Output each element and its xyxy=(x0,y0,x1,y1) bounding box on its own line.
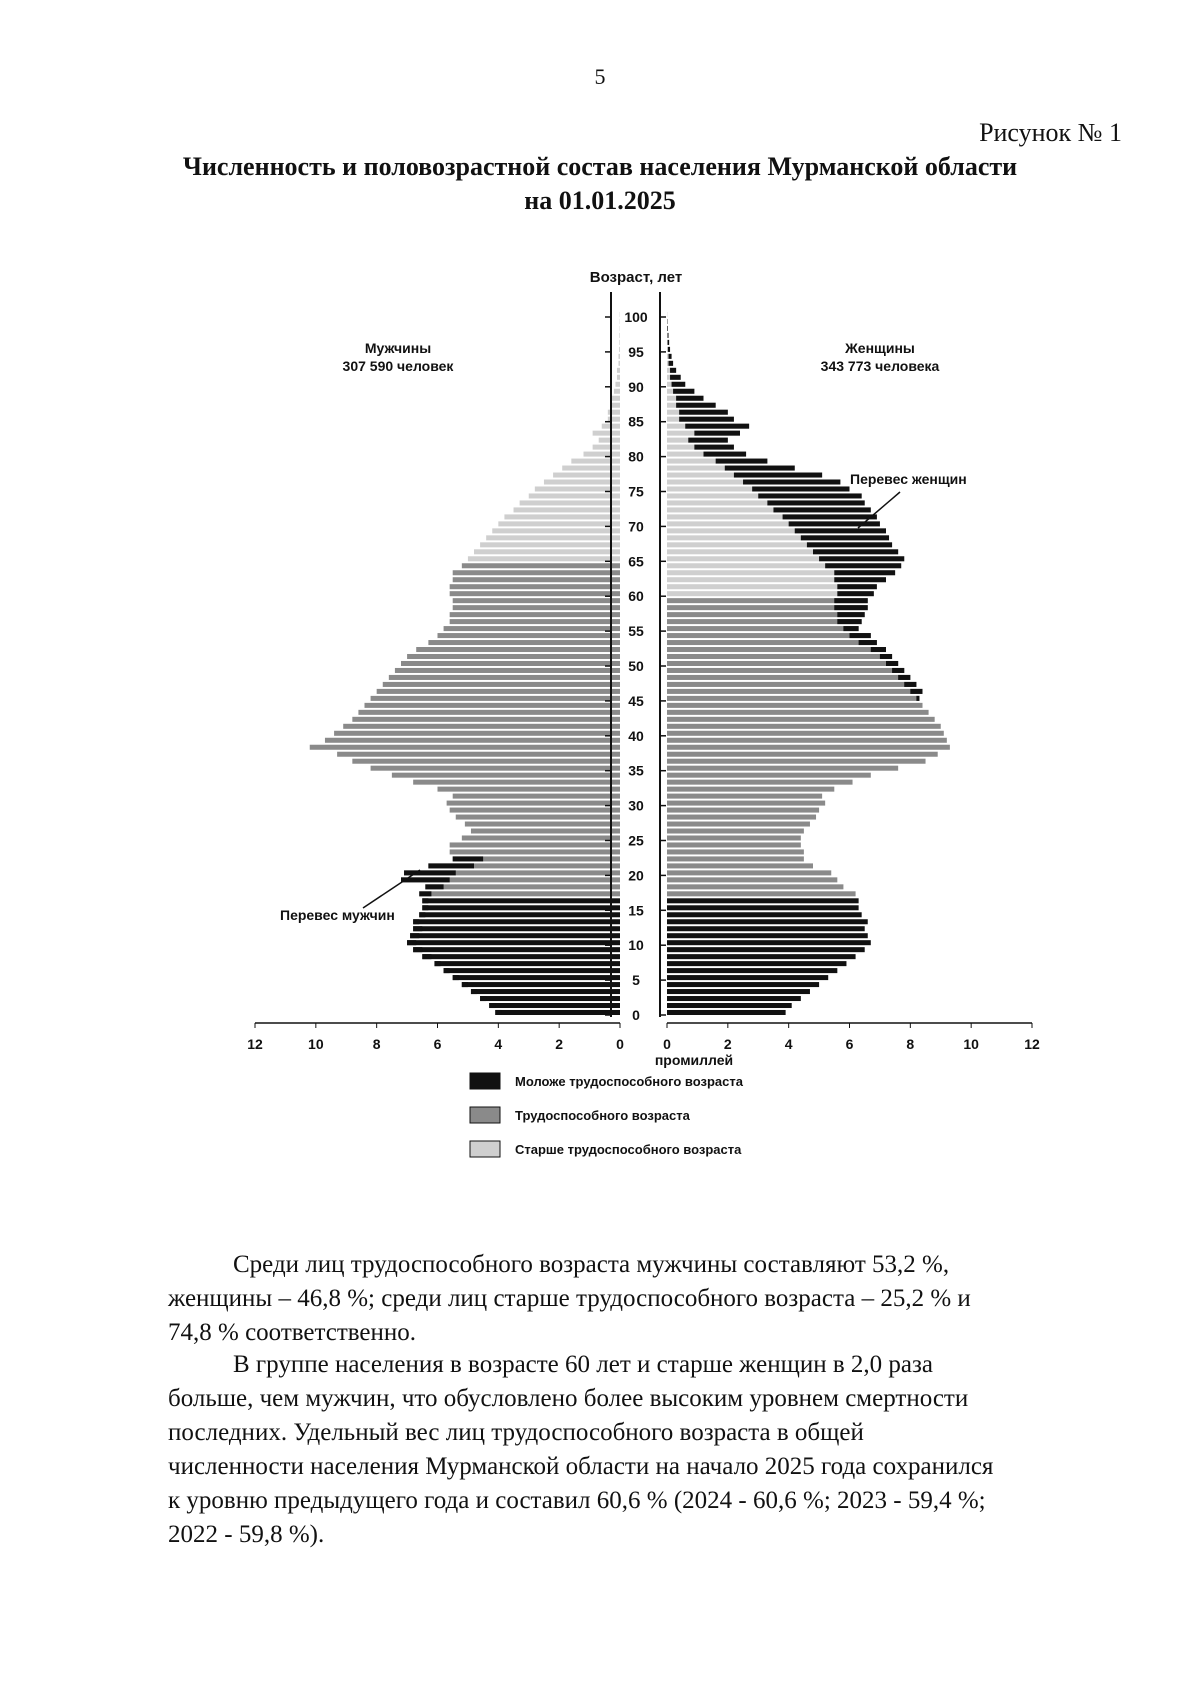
male-bar xyxy=(553,473,620,478)
male-bar xyxy=(425,884,620,889)
age-tick-label: 70 xyxy=(628,518,644,535)
male-bar xyxy=(450,842,620,847)
female-bar xyxy=(667,752,938,757)
male-bar xyxy=(615,382,620,387)
x-tick-label-right: 4 xyxy=(784,1036,793,1052)
figure-title-line: на 01.01.2025 xyxy=(524,186,676,215)
male-bar xyxy=(416,647,620,652)
female-bar xyxy=(667,975,828,980)
age-tick-label: 60 xyxy=(628,588,644,605)
female-excess-bar xyxy=(825,563,901,568)
female-bar xyxy=(667,731,944,736)
chart-legend xyxy=(470,1073,744,1157)
female-excess-bar xyxy=(773,507,870,512)
male-bar xyxy=(343,724,620,729)
male-excess-bar xyxy=(434,961,440,966)
male-bar xyxy=(514,507,620,512)
male-bar xyxy=(422,905,620,910)
male-excess-bar xyxy=(413,947,422,952)
male-excess-bar xyxy=(495,1010,501,1015)
male-bar xyxy=(450,619,620,624)
female-excess-bar xyxy=(904,682,916,687)
male-bar xyxy=(401,661,620,666)
male-bar xyxy=(413,947,620,952)
paragraph-line: женщины – 46,8 %; среди лиц старше трудоспособного возраста – 25,2 % и xyxy=(168,1285,971,1312)
female-bar xyxy=(667,654,892,659)
female-bar xyxy=(667,828,804,833)
male-bar xyxy=(453,794,620,799)
female-bar xyxy=(667,815,816,820)
age-tick-label: 40 xyxy=(628,727,644,744)
female-excess-bar xyxy=(871,647,886,652)
male-count-label: 307 590 человек xyxy=(342,358,454,374)
female-bar xyxy=(667,842,801,847)
male-bar xyxy=(529,493,620,498)
female-excess-bar xyxy=(819,556,904,561)
male-bar xyxy=(438,633,621,638)
female-excess-bar xyxy=(685,424,749,429)
paragraph-line: больше, чем мужчин, что обусловлено более высоким уровнем смертности xyxy=(168,1385,969,1412)
female-bar xyxy=(667,738,947,743)
paragraph-line: численности населения Мурманской области на начало 2025 года сохранился xyxy=(168,1453,994,1480)
male-bar xyxy=(453,598,620,603)
male-bar xyxy=(389,675,620,680)
male-bar xyxy=(468,556,620,561)
male-bar xyxy=(413,926,620,931)
female-bar xyxy=(667,780,853,785)
x-tick-label-right: 2 xyxy=(723,1036,732,1052)
female-bar xyxy=(667,626,859,631)
female-bar xyxy=(667,954,856,959)
female-excess-bar xyxy=(676,403,716,408)
male-excess-bar xyxy=(471,989,477,994)
male-excess-bar xyxy=(428,863,474,868)
age-tick-label: 30 xyxy=(628,797,644,814)
male-bar xyxy=(619,340,620,345)
male-bar xyxy=(498,521,620,526)
male-bar xyxy=(410,933,620,938)
x-tick-label-right: 12 xyxy=(1024,1036,1040,1052)
male-bar xyxy=(450,584,620,589)
male-bar xyxy=(462,563,620,568)
legend-swatch xyxy=(470,1141,500,1157)
male-bar xyxy=(495,1010,620,1015)
female-bar xyxy=(667,940,871,945)
female-bar xyxy=(667,870,831,875)
male-bar xyxy=(618,354,620,359)
male-bar xyxy=(365,703,621,708)
female-bar xyxy=(667,933,868,938)
male-bar xyxy=(392,773,620,778)
male-bar xyxy=(334,731,620,736)
age-tick-label: 100 xyxy=(624,309,648,325)
legend-label: Трудоспособного возраста xyxy=(515,1108,690,1123)
female-excess-bar xyxy=(795,528,886,533)
female-excess-bar xyxy=(789,521,880,526)
male-excess-bar xyxy=(453,856,483,861)
male-bar xyxy=(489,1003,620,1008)
male-bar xyxy=(444,968,620,973)
male-bar xyxy=(619,333,620,338)
male-bar xyxy=(480,542,620,547)
age-tick-label: 5 xyxy=(632,972,640,989)
male-bar xyxy=(571,459,620,464)
male-bar xyxy=(422,898,620,903)
x-tick-label-left: 8 xyxy=(372,1036,381,1052)
paragraph-line: В группе населения в возрасте 60 лет и старше женщин в 2,0 раза xyxy=(233,1351,933,1378)
male-bar xyxy=(462,982,620,987)
female-bar xyxy=(667,801,825,806)
male-bar xyxy=(438,787,621,792)
male-excess-bar xyxy=(462,982,468,987)
male-bar xyxy=(371,766,620,771)
figure-title xyxy=(150,150,1050,218)
x-tick-label-left: 0 xyxy=(616,1036,624,1052)
annotation-female-excess: Перевес женщин xyxy=(850,471,967,487)
x-tick-label-left: 12 xyxy=(247,1036,263,1052)
female-bar xyxy=(667,647,886,652)
female-excess-bar xyxy=(734,473,822,478)
female-bar xyxy=(667,849,804,854)
female-bar xyxy=(667,703,923,708)
female-excess-bar xyxy=(837,591,874,596)
female-excess-bar xyxy=(859,640,877,645)
female-excess-bar xyxy=(676,396,703,401)
male-bar xyxy=(520,500,620,505)
male-bar xyxy=(358,710,620,715)
age-tick-label: 95 xyxy=(628,343,644,360)
male-bar xyxy=(395,668,620,673)
female-label: Женщины xyxy=(845,340,915,356)
age-tick-label: 20 xyxy=(628,867,644,884)
male-bar xyxy=(325,738,620,743)
female-bar xyxy=(667,766,898,771)
male-bar xyxy=(422,954,620,959)
legend-label: Моложе трудоспособного возраста xyxy=(515,1074,743,1089)
male-excess-bar xyxy=(422,905,428,910)
female-excess-bar xyxy=(886,661,898,666)
male-bar xyxy=(413,919,620,924)
female-excess-bar xyxy=(704,452,747,457)
female-bar xyxy=(667,717,935,722)
female-bar xyxy=(667,1010,786,1015)
male-excess-bar xyxy=(419,891,431,896)
female-bar xyxy=(667,912,862,917)
female-excess-bar xyxy=(716,459,768,464)
male-bar xyxy=(465,822,620,827)
female-excess-bar xyxy=(916,696,919,701)
male-bar xyxy=(608,417,620,422)
female-excess-bar xyxy=(910,689,922,694)
female-bar xyxy=(667,661,898,666)
male-bar xyxy=(447,801,620,806)
female-bar xyxy=(667,745,950,750)
female-bar xyxy=(667,947,865,952)
male-bar xyxy=(456,815,620,820)
age-axis-title: Возраст, лет xyxy=(589,270,683,286)
male-bar xyxy=(584,452,621,457)
female-excess-bar xyxy=(837,584,877,589)
paragraph-line: 2022 - 59,8 %). xyxy=(168,1521,325,1548)
male-bar xyxy=(492,528,620,533)
female-excess-bar xyxy=(898,675,910,680)
population-pyramid-chart xyxy=(0,270,1200,1170)
male-bar xyxy=(617,368,620,373)
x-tick-label-left: 6 xyxy=(433,1036,442,1052)
male-bar xyxy=(619,347,620,352)
age-tick-label: 15 xyxy=(628,902,644,919)
male-excess-bar xyxy=(422,954,431,959)
female-excess-bar xyxy=(752,486,849,491)
female-excess-bar xyxy=(668,347,670,352)
female-bar xyxy=(667,898,859,903)
paragraph-line: последних. Удельный вес лиц трудоспособного возраста в общей xyxy=(168,1419,864,1446)
male-bar xyxy=(383,682,620,687)
female-excess-bar xyxy=(670,375,681,380)
male-bar xyxy=(480,996,620,1001)
female-excess-bar xyxy=(807,542,892,547)
female-excess-bar xyxy=(837,612,864,617)
female-excess-bar xyxy=(813,549,898,554)
male-bar xyxy=(474,549,620,554)
female-bar xyxy=(667,926,865,931)
female-excess-bar xyxy=(801,535,889,540)
male-label: Мужчины xyxy=(364,340,432,356)
male-bar xyxy=(599,438,620,443)
male-bar xyxy=(377,689,620,694)
male-bar xyxy=(428,640,620,645)
female-excess-bar xyxy=(694,445,734,450)
female-excess-bar xyxy=(667,326,668,331)
male-bar xyxy=(453,605,620,610)
male-bar xyxy=(434,961,620,966)
female-excess-bar xyxy=(767,500,864,505)
x-tick-label-left: 4 xyxy=(494,1036,503,1052)
male-excess-bar xyxy=(419,912,425,917)
male-bar xyxy=(611,403,620,408)
female-bar xyxy=(667,612,865,617)
male-bar xyxy=(611,396,620,401)
x-tick-label-left: 10 xyxy=(308,1036,324,1052)
female-bar xyxy=(667,710,929,715)
female-bar xyxy=(667,919,868,924)
male-bar xyxy=(453,577,620,582)
female-bar xyxy=(667,856,804,861)
female-excess-bar xyxy=(679,410,728,415)
male-bar xyxy=(407,654,620,659)
male-bar xyxy=(352,717,620,722)
female-excess-bar xyxy=(694,431,740,436)
female-excess-bar xyxy=(669,354,672,359)
female-excess-bar xyxy=(668,333,669,338)
female-excess-bar xyxy=(688,438,728,443)
male-bar xyxy=(352,759,620,764)
male-excess-bar xyxy=(410,933,419,938)
female-bar xyxy=(667,689,923,694)
male-bar xyxy=(471,828,620,833)
female-bar xyxy=(667,619,862,624)
male-bar xyxy=(593,445,620,450)
female-bar xyxy=(667,773,871,778)
female-bar xyxy=(667,696,919,701)
female-excess-bar xyxy=(892,668,904,673)
male-bar xyxy=(450,808,620,813)
female-bar xyxy=(667,759,926,764)
male-bar xyxy=(462,835,620,840)
legend-swatch xyxy=(470,1073,500,1089)
pyramid-axes xyxy=(247,270,1040,1068)
male-bar xyxy=(407,940,620,945)
age-tick-label: 85 xyxy=(628,413,644,430)
male-bar xyxy=(337,752,620,757)
female-excess-bar xyxy=(834,570,895,575)
female-bar xyxy=(667,968,837,973)
female-excess-bar xyxy=(850,633,871,638)
male-excess-bar xyxy=(425,884,443,889)
male-bar xyxy=(471,989,620,994)
age-tick-label: 90 xyxy=(628,378,644,395)
female-excess-bar xyxy=(834,598,867,603)
age-tick-label: 10 xyxy=(628,937,644,954)
x-tick-label-right: 8 xyxy=(906,1036,915,1052)
age-tick-label: 25 xyxy=(628,832,644,849)
female-count-label: 343 773 человека xyxy=(820,358,940,374)
female-bar xyxy=(667,787,834,792)
female-excess-bar xyxy=(672,382,686,387)
male-bar xyxy=(310,745,620,750)
paragraph-line: Среди лиц трудоспособного возраста мужчины составляют 53,2 %, xyxy=(233,1251,950,1278)
male-bar xyxy=(544,479,620,484)
annotation-male-excess: Перевес мужчин xyxy=(280,907,395,923)
x-tick-label-right: 10 xyxy=(963,1036,979,1052)
legend-swatch xyxy=(470,1107,500,1123)
male-bar xyxy=(535,486,620,491)
female-bar xyxy=(667,633,871,638)
female-excess-bar xyxy=(843,626,858,631)
male-bar xyxy=(419,912,620,917)
male-excess-bar xyxy=(489,1003,495,1008)
male-excess-bar xyxy=(422,898,428,903)
female-excess-bar xyxy=(834,605,867,610)
female-bar xyxy=(667,794,822,799)
female-excess-bar xyxy=(834,577,886,582)
male-bar xyxy=(419,891,620,896)
male-excess-bar xyxy=(413,919,419,924)
female-excess-bar xyxy=(880,654,892,659)
age-tick-label: 50 xyxy=(628,658,644,674)
age-tick-label: 55 xyxy=(628,623,644,640)
female-bar xyxy=(667,822,810,827)
male-bar xyxy=(618,361,620,366)
age-tick-label: 0 xyxy=(632,1007,640,1023)
female-bar xyxy=(667,961,846,966)
female-excess-bar xyxy=(670,368,676,373)
age-tick-label: 75 xyxy=(628,483,644,500)
figure-label: Рисунок № 1 xyxy=(979,118,1122,147)
paragraph-line: 74,8 % соответственно. xyxy=(168,1319,417,1346)
male-bar xyxy=(504,514,620,519)
figure-title-line: Численность и половозрастной состав населения Мурманской области xyxy=(182,152,1018,181)
male-bar xyxy=(450,849,620,854)
legend-label: Старше трудоспособного возраста xyxy=(515,1142,742,1157)
female-excess-bar xyxy=(837,619,861,624)
x-tick-label-right: 6 xyxy=(845,1036,854,1052)
male-excess-bar xyxy=(407,940,416,945)
female-bar xyxy=(667,1003,792,1008)
female-bar xyxy=(667,905,859,910)
female-excess-bar xyxy=(679,417,734,422)
female-bar xyxy=(667,682,916,687)
x-axis-title: промиллей xyxy=(654,1052,734,1068)
age-tick-label: 45 xyxy=(628,692,644,709)
female-excess-bar xyxy=(758,493,861,498)
female-bar xyxy=(667,982,819,987)
annotation-male-pointer xyxy=(363,870,420,908)
male-bar xyxy=(608,410,620,415)
male-bar xyxy=(444,626,620,631)
female-bar xyxy=(667,640,877,645)
age-tick-label: 80 xyxy=(628,448,644,465)
male-bar xyxy=(371,696,620,701)
female-excess-bar xyxy=(668,340,670,345)
x-tick-label-right: 0 xyxy=(663,1036,671,1052)
female-bar xyxy=(667,724,941,729)
female-bar xyxy=(667,884,843,889)
female-bar xyxy=(667,808,819,813)
paragraph-1 xyxy=(168,1248,1128,1350)
female-excess-bar xyxy=(673,389,694,394)
female-excess-bar xyxy=(725,466,795,471)
male-bar xyxy=(486,535,620,540)
male-bar xyxy=(450,591,620,596)
male-bar xyxy=(617,375,620,380)
female-bar xyxy=(667,668,904,673)
female-bar xyxy=(667,863,813,868)
male-bar xyxy=(453,975,620,980)
male-bar xyxy=(413,780,620,785)
page-number: 5 xyxy=(594,64,606,89)
age-tick-label: 35 xyxy=(628,762,644,779)
female-bar xyxy=(667,891,856,896)
female-bar xyxy=(667,989,810,994)
female-bar xyxy=(667,996,801,1001)
female-bar xyxy=(667,835,801,840)
male-excess-bar xyxy=(480,996,486,1001)
female-excess-bar xyxy=(783,514,877,519)
female-excess-bar xyxy=(743,479,840,484)
male-excess-bar xyxy=(413,926,422,931)
paragraph-2 xyxy=(168,1348,1128,1552)
male-bar xyxy=(614,389,620,394)
female-bar xyxy=(667,675,910,680)
paragraph-line: к уровню предыдущего года и составил 60,6 % (2024 - 60,6 %; 2023 - 59,4 %; xyxy=(168,1487,986,1514)
male-bar xyxy=(450,612,620,617)
male-bar xyxy=(453,570,620,575)
male-excess-bar xyxy=(444,968,450,973)
male-excess-bar xyxy=(453,975,459,980)
female-bar xyxy=(667,877,837,882)
male-bar xyxy=(593,431,620,436)
female-excess-bar xyxy=(669,361,674,366)
age-tick-label: 65 xyxy=(628,553,644,570)
x-tick-label-left: 2 xyxy=(555,1036,564,1052)
